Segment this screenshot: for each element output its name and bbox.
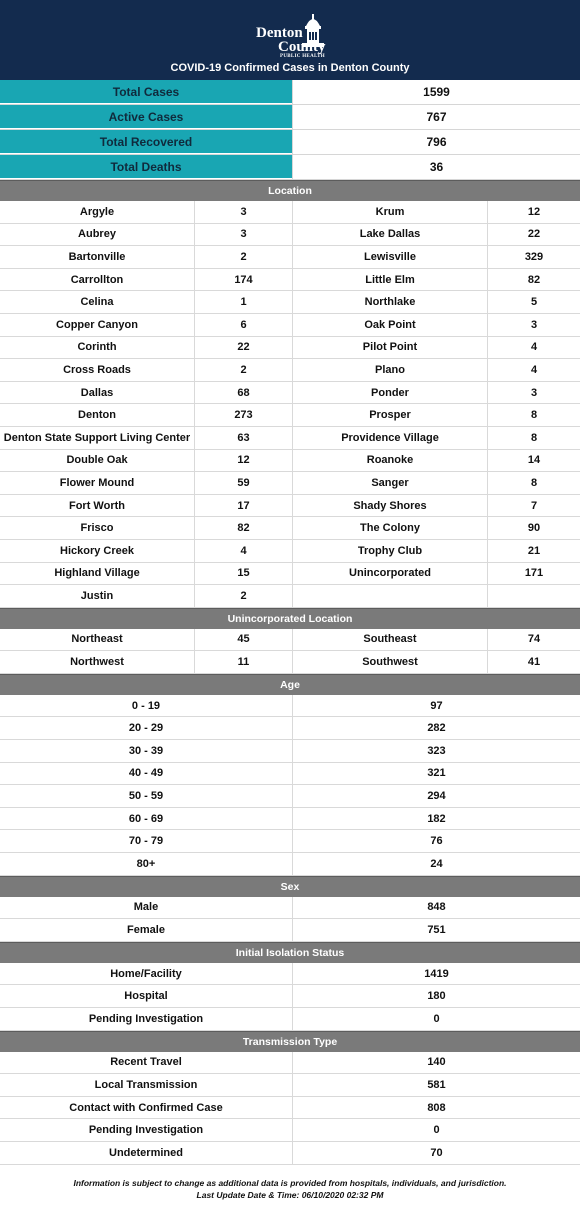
location-count: 4	[530, 363, 538, 376]
summary-label: Total Deaths	[0, 155, 292, 179]
logo-line-county: County	[278, 39, 326, 55]
row-label: Home/Facility	[0, 963, 293, 985]
summary-value: 1599	[292, 80, 580, 104]
summary-label: Total Cases	[0, 80, 292, 104]
location-count: 11	[195, 651, 293, 673]
location-name: Frisco	[0, 517, 195, 539]
location-name: Northeast	[0, 629, 195, 651]
summary-label: Active Cases	[0, 105, 292, 129]
table-row	[0, 897, 580, 920]
row-value: 1419	[424, 967, 449, 980]
table-row	[0, 1119, 580, 1142]
table-row	[0, 495, 580, 518]
location-count: 8	[530, 431, 538, 444]
row-label: 0 - 19	[0, 695, 293, 717]
row-value: 97	[430, 699, 443, 712]
location-count: 63	[195, 427, 293, 449]
location-name: Unincorporated	[293, 563, 488, 585]
table-row	[0, 246, 580, 269]
location-count: 90	[527, 522, 541, 535]
location-name: The Colony	[293, 517, 488, 539]
summary-label: Total Recovered	[0, 130, 292, 154]
row-label: 40 - 49	[0, 763, 293, 785]
table-row	[0, 359, 580, 382]
table-row	[0, 651, 580, 674]
table-row	[0, 540, 580, 563]
location-count: 1	[195, 291, 293, 313]
row-value: 0	[433, 1124, 440, 1137]
table-row	[0, 472, 580, 495]
table-row	[0, 853, 580, 876]
location-count	[488, 585, 580, 607]
location-count: 12	[195, 450, 293, 472]
location-name: Highland Village	[0, 563, 195, 585]
row-value: 180	[427, 990, 446, 1003]
row-label: Pending Investigation	[0, 1119, 293, 1141]
row-value: 282	[427, 722, 446, 735]
county-logo-wordmark	[250, 26, 330, 60]
location-name: Denton State Support Living Center	[0, 427, 195, 449]
location-count: 3	[530, 318, 538, 331]
row-value: 182	[427, 812, 446, 825]
location-name: Pilot Point	[293, 337, 488, 359]
footer-disclaimer	[0, 1165, 580, 1201]
location-count: 4	[195, 540, 293, 562]
location-name: Denton	[0, 404, 195, 426]
location-name: Shady Shores	[293, 495, 488, 517]
row-value: 76	[430, 835, 443, 848]
row-label: Contact with Confirmed Case	[0, 1097, 293, 1119]
row-value: 848	[427, 901, 446, 914]
location-name: Lewisville	[293, 246, 488, 268]
table-row	[0, 1008, 580, 1031]
row-value: 140	[427, 1056, 446, 1069]
summary-row	[0, 105, 580, 130]
table-row	[0, 695, 580, 718]
row-value: 581	[427, 1078, 446, 1091]
location-count: 8	[530, 409, 538, 422]
table-row	[0, 1052, 580, 1075]
location-count: 15	[195, 563, 293, 585]
location-count: 174	[195, 269, 293, 291]
age-table	[0, 695, 580, 876]
location-name: Bartonville	[0, 246, 195, 268]
row-value: 0	[433, 1012, 440, 1025]
sex-table	[0, 897, 580, 942]
table-row	[0, 450, 580, 473]
location-name: Krum	[293, 201, 488, 223]
row-value: 70	[430, 1146, 443, 1159]
row-label: 50 - 59	[0, 785, 293, 807]
location-count: 74	[527, 633, 541, 646]
location-name: Southwest	[293, 651, 488, 673]
summary-row	[0, 130, 580, 155]
table-row	[0, 314, 580, 337]
row-label: Male	[0, 897, 293, 919]
location-count: 8	[530, 476, 538, 489]
location-name: Aubrey	[0, 224, 195, 246]
row-label: Hospital	[0, 985, 293, 1007]
table-row	[0, 830, 580, 853]
table-row	[0, 808, 580, 831]
section-header-transmission: Transmission Type	[0, 1031, 580, 1052]
location-name	[293, 585, 488, 607]
location-name: Oak Point	[293, 314, 488, 336]
table-row	[0, 785, 580, 808]
row-value: 808	[427, 1101, 446, 1114]
location-name: Lake Dallas	[293, 224, 488, 246]
location-count: 2	[195, 246, 293, 268]
table-row	[0, 201, 580, 224]
location-name: Southeast	[293, 629, 488, 651]
section-header-location: Location	[0, 180, 580, 201]
location-table	[0, 201, 580, 608]
logo-line-public-health: PUBLIC HEALTH	[280, 54, 325, 59]
location-name: Hickory Creek	[0, 540, 195, 562]
summary-row	[0, 80, 580, 105]
table-row	[0, 629, 580, 652]
table-row	[0, 517, 580, 540]
location-name: Celina	[0, 291, 195, 313]
row-value: 24	[430, 857, 443, 870]
table-row	[0, 717, 580, 740]
row-label: Undetermined	[0, 1142, 293, 1164]
row-label: Female	[0, 919, 293, 941]
location-name: Plano	[293, 359, 488, 381]
summary-value: 796	[292, 130, 580, 154]
section-header-isolation: Initial Isolation Status	[0, 942, 580, 963]
table-row	[0, 404, 580, 427]
page-title: COVID-19 Confirmed Cases in Denton County	[170, 62, 410, 74]
table-row	[0, 382, 580, 405]
location-count: 7	[530, 499, 538, 512]
location-name: Fort Worth	[0, 495, 195, 517]
table-row	[0, 1142, 580, 1165]
table-row	[0, 269, 580, 292]
location-name: Providence Village	[293, 427, 488, 449]
location-name: Northwest	[0, 651, 195, 673]
location-name: Justin	[0, 585, 195, 607]
row-label: 70 - 79	[0, 830, 293, 852]
location-count: 68	[195, 382, 293, 404]
row-label: 80+	[0, 853, 293, 875]
location-name: Carrollton	[0, 269, 195, 291]
summary-value: 767	[292, 105, 580, 129]
isolation-table	[0, 963, 580, 1031]
location-count: 6	[195, 314, 293, 336]
location-count: 45	[195, 629, 293, 651]
section-header-unincorporated: Unincorporated Location	[0, 608, 580, 629]
location-name: Prosper	[293, 404, 488, 426]
location-name: Double Oak	[0, 450, 195, 472]
location-name: Dallas	[0, 382, 195, 404]
row-label: 30 - 39	[0, 740, 293, 762]
location-count: 22	[195, 337, 293, 359]
location-count: 82	[195, 517, 293, 539]
row-value: 294	[427, 790, 446, 803]
row-value: 323	[427, 744, 446, 757]
section-header-sex: Sex	[0, 876, 580, 897]
table-row	[0, 337, 580, 360]
row-label: 20 - 29	[0, 717, 293, 739]
row-value: 321	[427, 767, 446, 780]
location-name: Little Elm	[293, 269, 488, 291]
location-name: Cross Roads	[0, 359, 195, 381]
row-value: 751	[427, 924, 446, 937]
location-name: Northlake	[293, 291, 488, 313]
table-row	[0, 763, 580, 786]
row-label: 60 - 69	[0, 808, 293, 830]
location-count: 21	[527, 544, 541, 557]
table-row	[0, 1097, 580, 1120]
location-name: Flower Mound	[0, 472, 195, 494]
table-row	[0, 427, 580, 450]
header-banner	[0, 0, 580, 80]
section-header-age: Age	[0, 674, 580, 695]
location-count: 5	[530, 296, 538, 309]
location-name: Corinth	[0, 337, 195, 359]
location-name: Ponder	[293, 382, 488, 404]
table-row	[0, 740, 580, 763]
summary-row	[0, 155, 580, 180]
table-row	[0, 563, 580, 586]
logo-line-denton: Denton	[256, 25, 303, 41]
footer-updated: Last Update Date & Time: 06/10/2020 02:32 PM	[196, 1189, 384, 1200]
table-row	[0, 291, 580, 314]
location-count: 41	[527, 656, 541, 669]
location-count: 3	[195, 201, 293, 223]
location-count: 4	[530, 341, 538, 354]
location-count: 3	[530, 386, 538, 399]
table-row	[0, 1074, 580, 1097]
location-count: 171	[524, 567, 544, 580]
location-count: 14	[527, 454, 541, 467]
location-count: 82	[527, 273, 541, 286]
location-name: Sanger	[293, 472, 488, 494]
unincorporated-table	[0, 629, 580, 674]
transmission-table	[0, 1052, 580, 1165]
summary-value: 36	[292, 155, 580, 179]
location-count: 2	[195, 585, 293, 607]
location-count: 329	[524, 250, 544, 263]
location-count: 3	[195, 224, 293, 246]
summary-table	[0, 80, 580, 180]
location-name: Roanoke	[293, 450, 488, 472]
location-name: Trophy Club	[293, 540, 488, 562]
row-label: Recent Travel	[0, 1052, 293, 1074]
location-count: 17	[195, 495, 293, 517]
row-label: Local Transmission	[0, 1074, 293, 1096]
location-count: 273	[195, 404, 293, 426]
table-row	[0, 585, 580, 608]
table-row	[0, 919, 580, 942]
table-row	[0, 985, 580, 1008]
table-row	[0, 224, 580, 247]
table-row	[0, 963, 580, 986]
location-count: 12	[527, 205, 541, 218]
location-name: Argyle	[0, 201, 195, 223]
location-count: 22	[527, 228, 541, 241]
location-count: 59	[195, 472, 293, 494]
location-count: 2	[195, 359, 293, 381]
row-label: Pending Investigation	[0, 1008, 293, 1030]
footer-note: Information is subject to change as additional data is provided from hospitals, individuals, and jurisdiction.	[73, 1177, 507, 1188]
location-name: Copper Canyon	[0, 314, 195, 336]
